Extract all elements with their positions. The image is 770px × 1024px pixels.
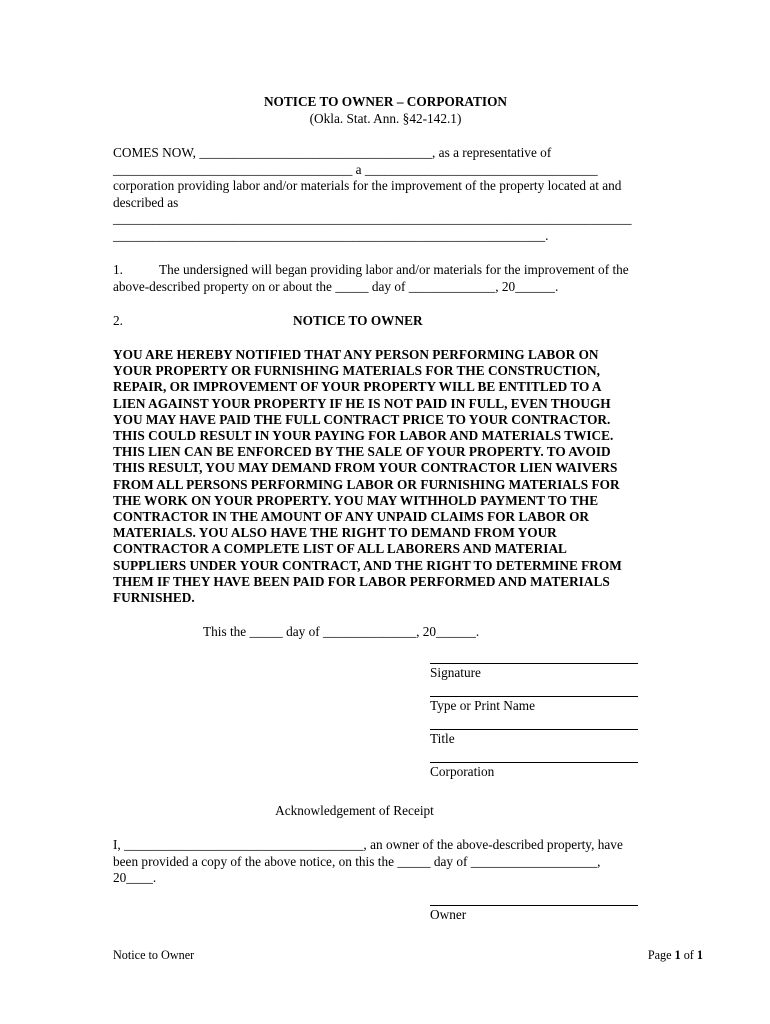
owner-signature-line — [430, 891, 638, 906]
statute-citation: (Okla. Stat. Ann. §42-142.1) — [309, 111, 462, 126]
notice-line: THE WORK ON YOUR PROPERTY. YOU MAY WITHHOLD PAYMENT TO THE — [113, 492, 599, 508]
notice-line: LIEN AGAINST YOUR PROPERTY IF HE IS NOT PAID IN FULL, EVEN THOUGH — [113, 395, 611, 411]
print-name-line — [430, 682, 638, 697]
notice-line: THEM IF THEY HAVE BEEN PAID FOR LABOR PERFORMED AND MATERIALS — [113, 573, 610, 589]
page-footer — [113, 948, 703, 963]
item-1-number: 1. — [113, 262, 123, 277]
item-1 — [113, 262, 658, 295]
intro-line: described as — [113, 194, 179, 210]
notice-line: YOUR PROPERTY OR FURNISHING MATERIALS FOR THE CONSTRUCTION, — [113, 363, 600, 379]
signature-label: Signature — [430, 664, 481, 680]
notice-line: YOU ARE HEREBY NOTIFIED THAT ANY PERSON PERFORMING LABOR ON — [113, 347, 599, 362]
page-number: Page 1 of 1 — [647, 948, 703, 962]
acknowledgement-paragraph — [113, 837, 658, 887]
notice-line: FURNISHED. — [113, 590, 195, 606]
intro-line: _________________________________________________________________. — [113, 227, 549, 243]
intro-line: corporation providing labor and/or materials for the improvement of the property located at and — [113, 178, 622, 193]
notice-line: THIS LIEN CAN BE ENFORCED BY THE SALE OF YOUR PROPERTY. TO AVOID — [113, 444, 611, 460]
notice-line: CONTRACTOR A COMPLETE LIST OF ALL LABORERS AND MATERIAL — [113, 541, 567, 557]
item-1-text: above-described property on or about the _____ day of _____________, 20______. — [113, 278, 559, 294]
title-line — [430, 715, 638, 730]
page-current: 1 — [674, 948, 681, 962]
intro-paragraph — [113, 145, 658, 244]
title-label: Title — [430, 730, 455, 746]
notice-line: FROM ALL PERSONS PERFORMING LABOR OR FURNISHING MATERIALS FOR — [113, 476, 620, 492]
intro-line: ______________________________________________________________________________ — [113, 211, 632, 226]
notice-line: REPAIR, OR IMPROVEMENT OF YOUR PROPERTY WILL BE ENTITLED TO A — [113, 379, 602, 395]
acknowledgement-line: I, ____________________________________, an owner of the above-described property, have — [113, 837, 623, 853]
acknowledgement-line: 20____. — [113, 870, 157, 886]
corporation-line — [430, 748, 638, 763]
notice-line: SUPPLIERS UNDER YOUR CONTRACT, AND THE RIGHT TO DETERMINE FROM — [113, 557, 622, 573]
notice-paragraph — [113, 347, 658, 606]
owner-signature-block — [430, 891, 638, 924]
intro-line: COMES NOW, ___________________________________, as a representative of — [113, 145, 552, 160]
owner-label: Owner — [430, 906, 467, 922]
notice-line: MATERIALS. YOU ALSO HAVE THE RIGHT TO DEMAND FROM YOUR — [113, 525, 557, 541]
notice-line: YOU MAY HAVE PAID THE FULL CONTRACT PRICE TO YOUR CONTRACTOR. — [113, 411, 611, 427]
notice-line: THIS COULD RESULT IN YOUR PAYING FOR LABOR AND MATERIALS TWICE. — [113, 428, 614, 444]
document-body — [113, 93, 658, 924]
item-1-text: The undersigned will began providing labor and/or materials for the improvement of the — [159, 262, 629, 277]
footer-document-name: Notice to Owner — [113, 948, 195, 962]
signature-line — [430, 649, 638, 664]
acknowledgement-line: been provided a copy of the above notice, on this the _____ day of ___________________, — [113, 853, 601, 869]
signature-block — [430, 649, 638, 781]
item-2-number: 2. — [113, 313, 123, 328]
dated-line: This the _____ day of ______________, 20______. — [203, 624, 480, 640]
notice-line: THIS RESULT, YOU MAY DEMAND FROM YOUR CONTRACTOR LIEN WAIVERS — [113, 460, 618, 476]
acknowledgement-title: Acknowledgement of Receipt — [275, 802, 434, 818]
document-title: NOTICE TO OWNER – CORPORATION — [263, 94, 508, 109]
page-total: 1 — [696, 948, 703, 962]
item-2-heading-row — [113, 313, 658, 329]
print-name-label: Type or Print Name — [430, 697, 536, 713]
notice-line: CONTRACTOR IN THE AMOUNT OF ANY UNPAID CLAIMS FOR LABOR OR — [113, 509, 590, 525]
notice-heading: NOTICE TO OWNER — [293, 313, 423, 328]
intro-line: ____________________________________ a ___________________________________ — [113, 161, 598, 177]
corporation-label: Corporation — [430, 763, 495, 779]
